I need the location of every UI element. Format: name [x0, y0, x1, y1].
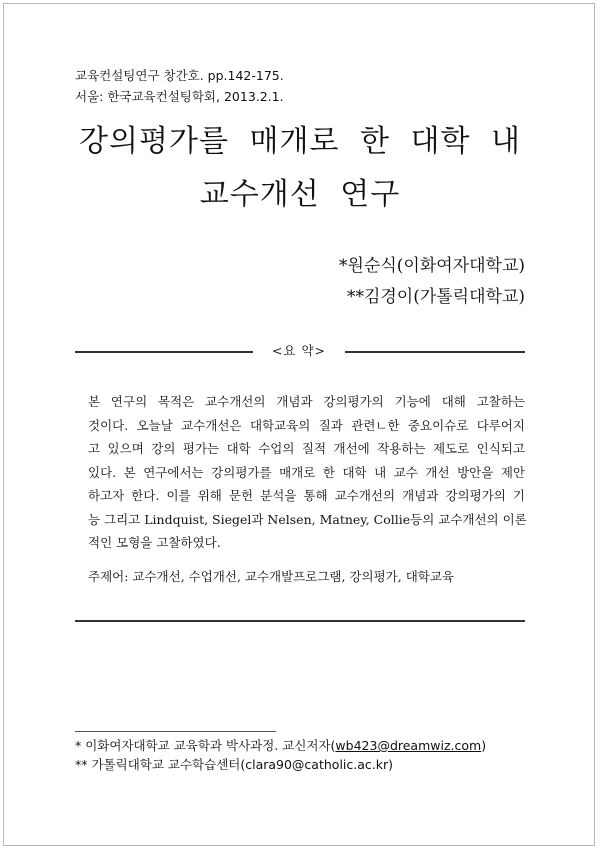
footnote-1-text: * 이화여자대학교 교육학과 박사과정. 교신저자( — [75, 738, 336, 753]
abstract-line: 하고자 한다. 이를 위해 문헌 분석을 통해 교수개선의 개념과 강의평가의 기 — [88, 488, 525, 503]
abstract-line: 고 있으며 강의 평가는 대학 수업의 질적 개선에 작용하는 제도로 인식되고 — [88, 441, 525, 456]
abstract-rule-left — [75, 351, 253, 353]
footnote-1 — [75, 738, 486, 754]
abstract-line: 것이다. 오늘날 교수개선은 대학교육의 질과 관련ㄴ한 중요이슈로 다루어지 — [88, 417, 525, 433]
abstract-line: 적인 모형을 고찰하였다. — [88, 535, 221, 550]
paper-title-line-1: 강의평가를 매개로 한 대학 내 — [79, 124, 521, 159]
abstract-rule-right — [345, 351, 525, 353]
abstract-rule-bottom — [75, 620, 525, 622]
footnote-1-email-link[interactable]: wb423@dreamwiz.com — [335, 738, 482, 753]
abstract-line: 본 연구의 목적은 교수개선의 개념과 강의평가의 기능에 대해 고찰하는 — [88, 394, 525, 409]
footnote-1-close: ) — [481, 738, 487, 753]
author-2: **김경이(가톨릭대학교) — [346, 287, 525, 307]
footnote-separator — [75, 731, 276, 732]
author-1: *원순식(이화여자대학교) — [339, 256, 525, 276]
abstract-body — [88, 390, 525, 555]
keywords: 주제어: 교수개선, 수업개선, 교수개발프로그램, 강의평가, 대학교육 — [88, 569, 454, 584]
abstract-label: <요 약> — [271, 343, 327, 358]
citation-publisher: 서울: 한국교육컨설팅학회, 2013.2.1. — [75, 89, 284, 104]
abstract-line: 능 그리고 Lindquist, Siegel과 Nelsen, Matney, Collie등의 교수개선의 이론 — [88, 511, 527, 527]
citation-journal: 교육컨설팅연구 창간호. pp.142-175. — [75, 68, 284, 83]
paper-title-line-2: 교수개선 연구 — [199, 177, 401, 212]
footnote-2: ** 가톨릭대학교 교수학습센터(clara90@catholic.ac.kr) — [75, 757, 393, 772]
abstract-line: 있다. 본 연구에서는 강의평가를 매개로 한 대학 내 교수 개선 방안을 제안 — [88, 464, 525, 480]
